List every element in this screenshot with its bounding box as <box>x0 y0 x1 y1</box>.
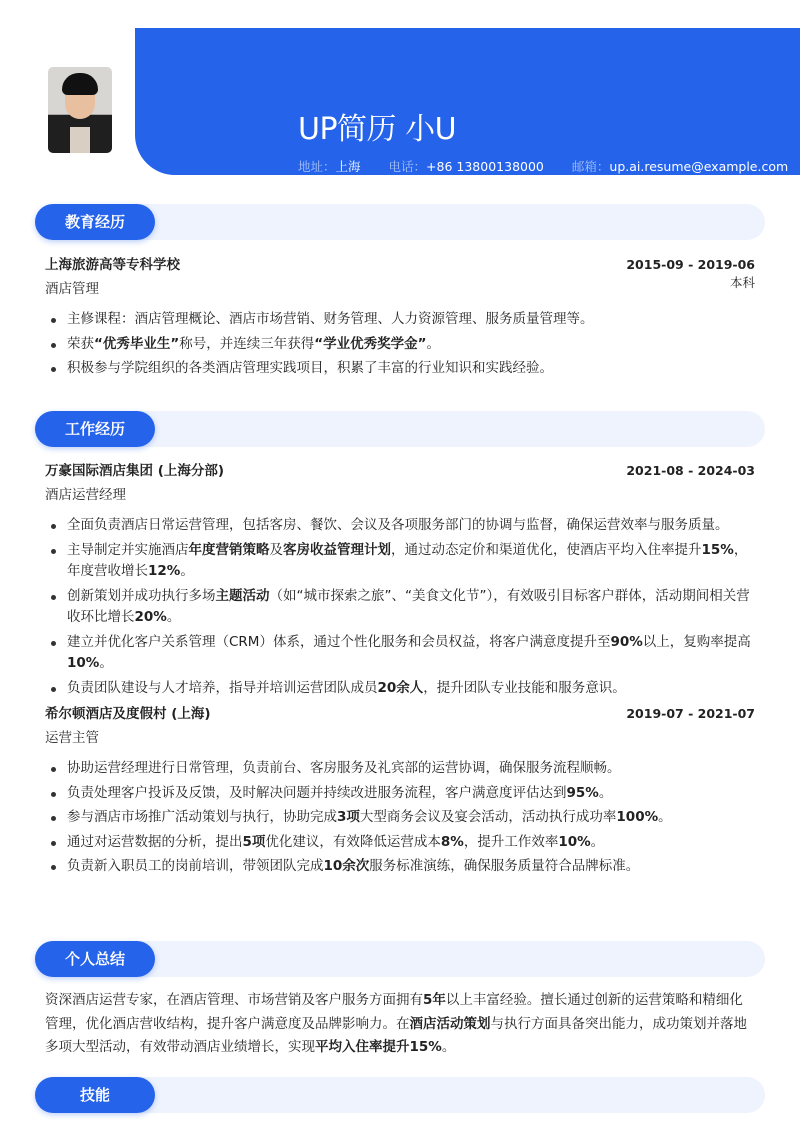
bullet-item <box>45 832 755 854</box>
text-segment: 创新策划并成功执行多场 <box>67 587 216 604</box>
text-segment: ，提升工作效率 <box>463 833 559 850</box>
job-date: 2021-08 - 2024-03 <box>626 463 755 478</box>
text-segment: 资深酒店运营专家，在酒店管理、市场营销及客户服务方面拥有 <box>45 992 423 1008</box>
text-segment: 通过对运营数据的分析，提出 <box>67 833 243 850</box>
highlight-text: 主题活动 <box>215 587 270 604</box>
text-segment: 。 <box>658 809 672 825</box>
section-title: 教育经历 <box>35 204 155 240</box>
text-segment: 积极参与学院组织的各类酒店管理实践项目，积累了丰富的行业知识和实践经验。 <box>67 360 553 376</box>
text-segment: 主导制定并实施酒店 <box>67 541 189 558</box>
highlight-text: 酒店活动策划 <box>409 1015 491 1032</box>
highlight-text: 3项 <box>337 809 360 825</box>
bullet-list <box>45 515 755 699</box>
text-segment: 荣获 <box>67 335 94 352</box>
section-header-bar <box>35 411 765 447</box>
highlight-text: 15% <box>701 541 734 558</box>
contact-info <box>298 157 788 175</box>
highlight-text: 10% <box>67 655 100 671</box>
text-segment: 。 <box>166 609 181 625</box>
highlight-text: 20余人 <box>377 679 424 696</box>
bullet-item <box>45 807 755 829</box>
text-segment: 。 <box>180 563 194 579</box>
text-segment: 优化建议，有效降低运营成本 <box>265 833 441 850</box>
phone <box>389 157 544 175</box>
text-segment: 参与酒店市场推广活动策划与执行，协助完成 <box>67 809 337 825</box>
text-segment: 称号，并连续三年获得 <box>179 335 315 352</box>
profile-photo <box>48 67 112 153</box>
highlight-text: 20% <box>134 609 167 625</box>
bullet-item <box>45 515 755 537</box>
section-header-bar <box>35 941 765 977</box>
address <box>298 157 361 175</box>
text-segment: 负责团队建设与人才培养，指导并培训运营团队成员 <box>67 679 378 696</box>
text-segment: 。 <box>590 833 605 850</box>
section-title: 技能 <box>35 1077 155 1113</box>
email-value: up.ai.resume@example.com <box>609 159 789 174</box>
text-segment: 负责新入职员工的岗前培训，带领团队完成 <box>67 858 324 874</box>
summary-text <box>35 989 765 1060</box>
education-section <box>35 204 765 383</box>
major: 酒店管理 <box>45 281 99 297</box>
section-title: 个人总结 <box>35 941 155 977</box>
highlight-text: 95% <box>566 784 599 801</box>
text-segment: （如“城市探索之旅”、“美食文化节”），有效吸引目标客户群体，活动期间相关营收环比增长 <box>67 587 750 625</box>
bullet-item <box>45 856 755 878</box>
highlight-text: 90% <box>610 633 643 650</box>
phone-value: +86 13800138000 <box>426 159 544 174</box>
bullet-item <box>45 758 755 780</box>
text-segment: 主修课程：酒店管理概论、酒店市场营销、财务管理、人力资源管理、服务质量管理等。 <box>67 311 594 327</box>
school-name: 上海旅游高等专科学校 <box>45 257 180 273</box>
bullet-list <box>45 309 755 380</box>
bullet-item <box>45 334 755 356</box>
section-title: 工作经历 <box>35 411 155 447</box>
education-entry <box>35 253 765 380</box>
email-label: 邮箱： <box>571 159 610 174</box>
header-banner <box>135 28 800 175</box>
text-segment: 。 <box>441 1039 456 1055</box>
text-segment: 。 <box>99 655 113 671</box>
highlight-text: 客房收益管理计划 <box>283 541 391 558</box>
text-segment: ，通过动态定价和渠道优化，使酒店平均入住率提升 <box>391 541 702 558</box>
work-section <box>35 411 765 881</box>
degree: 本科 <box>729 275 755 290</box>
highlight-text: 10% <box>558 833 591 850</box>
email <box>572 157 788 175</box>
highlight-text: 年度营销策略 <box>188 541 270 558</box>
text-segment: 及 <box>269 541 283 558</box>
text-segment: 以上丰富经验。擅长通过创新的运营策略和精细化管理，优化酒店营收结构，提升客户满意度及品牌影响力。在 <box>45 992 743 1032</box>
highlight-text: “优秀毕业生” <box>94 335 180 352</box>
company-name: 万豪国际酒店集团 (上海分部) <box>45 463 225 479</box>
address-value: 上海 <box>335 159 361 174</box>
summary-section <box>35 941 765 1060</box>
job-position: 运营主管 <box>45 730 99 746</box>
highlight-text: 5年 <box>423 992 446 1008</box>
bullet-item <box>45 678 755 700</box>
job-position: 酒店运营经理 <box>45 487 126 503</box>
bullet-item <box>45 540 755 583</box>
text-segment: 大型商务会议及宴会活动，活动执行成功率 <box>359 809 617 825</box>
skills-section <box>35 1077 765 1113</box>
bullet-list <box>45 758 755 878</box>
text-segment: 全面负责酒店日常运营管理，包括客房、餐饮、会议及各项服务部门的协调与监督，确保运营效率与服务质量。 <box>67 517 729 533</box>
section-header-bar <box>35 204 765 240</box>
highlight-text: 5项 <box>242 833 266 850</box>
job-entry <box>35 702 765 878</box>
education-date: 2015-09 - 2019-06 <box>626 257 755 272</box>
text-segment: 。 <box>598 784 613 801</box>
text-segment: 服务标准演练，确保服务质量符合品牌标准。 <box>369 858 640 874</box>
highlight-text: 12% <box>148 563 181 579</box>
highlight-text: “学业优秀奖学金” <box>314 335 427 352</box>
text-segment: 与执行方面具备突出能力，成功策划并落地多项大型活动，有效带动酒店业绩增长，实现 <box>45 1015 747 1055</box>
bullet-item <box>45 309 755 331</box>
bullet-item <box>45 632 755 675</box>
text-segment: 协助运营经理进行日常管理，负责前台、客房服务及礼宾部的运营协调，确保服务流程顺畅。 <box>67 760 621 776</box>
text-segment: 以上，复购率提高 <box>642 633 751 650</box>
text-segment: ，提升团队专业技能和服务意识。 <box>423 679 626 696</box>
highlight-text: 平均入住率提升15% <box>315 1039 442 1055</box>
highlight-text: 10余次 <box>323 858 370 874</box>
bullet-item <box>45 586 755 629</box>
bullet-item <box>45 358 755 380</box>
job-entry <box>35 459 765 699</box>
job-date: 2019-07 - 2021-07 <box>626 706 755 721</box>
highlight-text: 8% <box>440 833 464 850</box>
text-segment: ，年度营收增长 <box>67 541 748 579</box>
address-label: 地址： <box>298 159 336 174</box>
text-segment: 负责处理客户投诉及反馈，及时解决问题并持续改进服务流程，客户满意度评估达到 <box>67 784 567 801</box>
text-segment: 建立并优化客户关系管理（CRM）体系，通过个性化服务和会员权益，将客户满意度提升至 <box>67 633 611 650</box>
candidate-name: UP简历 小U <box>298 112 457 147</box>
bullet-item <box>45 783 755 805</box>
section-header-bar <box>35 1077 765 1113</box>
company-name: 希尔顿酒店及度假村 (上海) <box>45 706 211 722</box>
text-segment: 。 <box>426 335 440 352</box>
phone-label: 电话： <box>388 159 427 174</box>
highlight-text: 100% <box>616 809 659 825</box>
